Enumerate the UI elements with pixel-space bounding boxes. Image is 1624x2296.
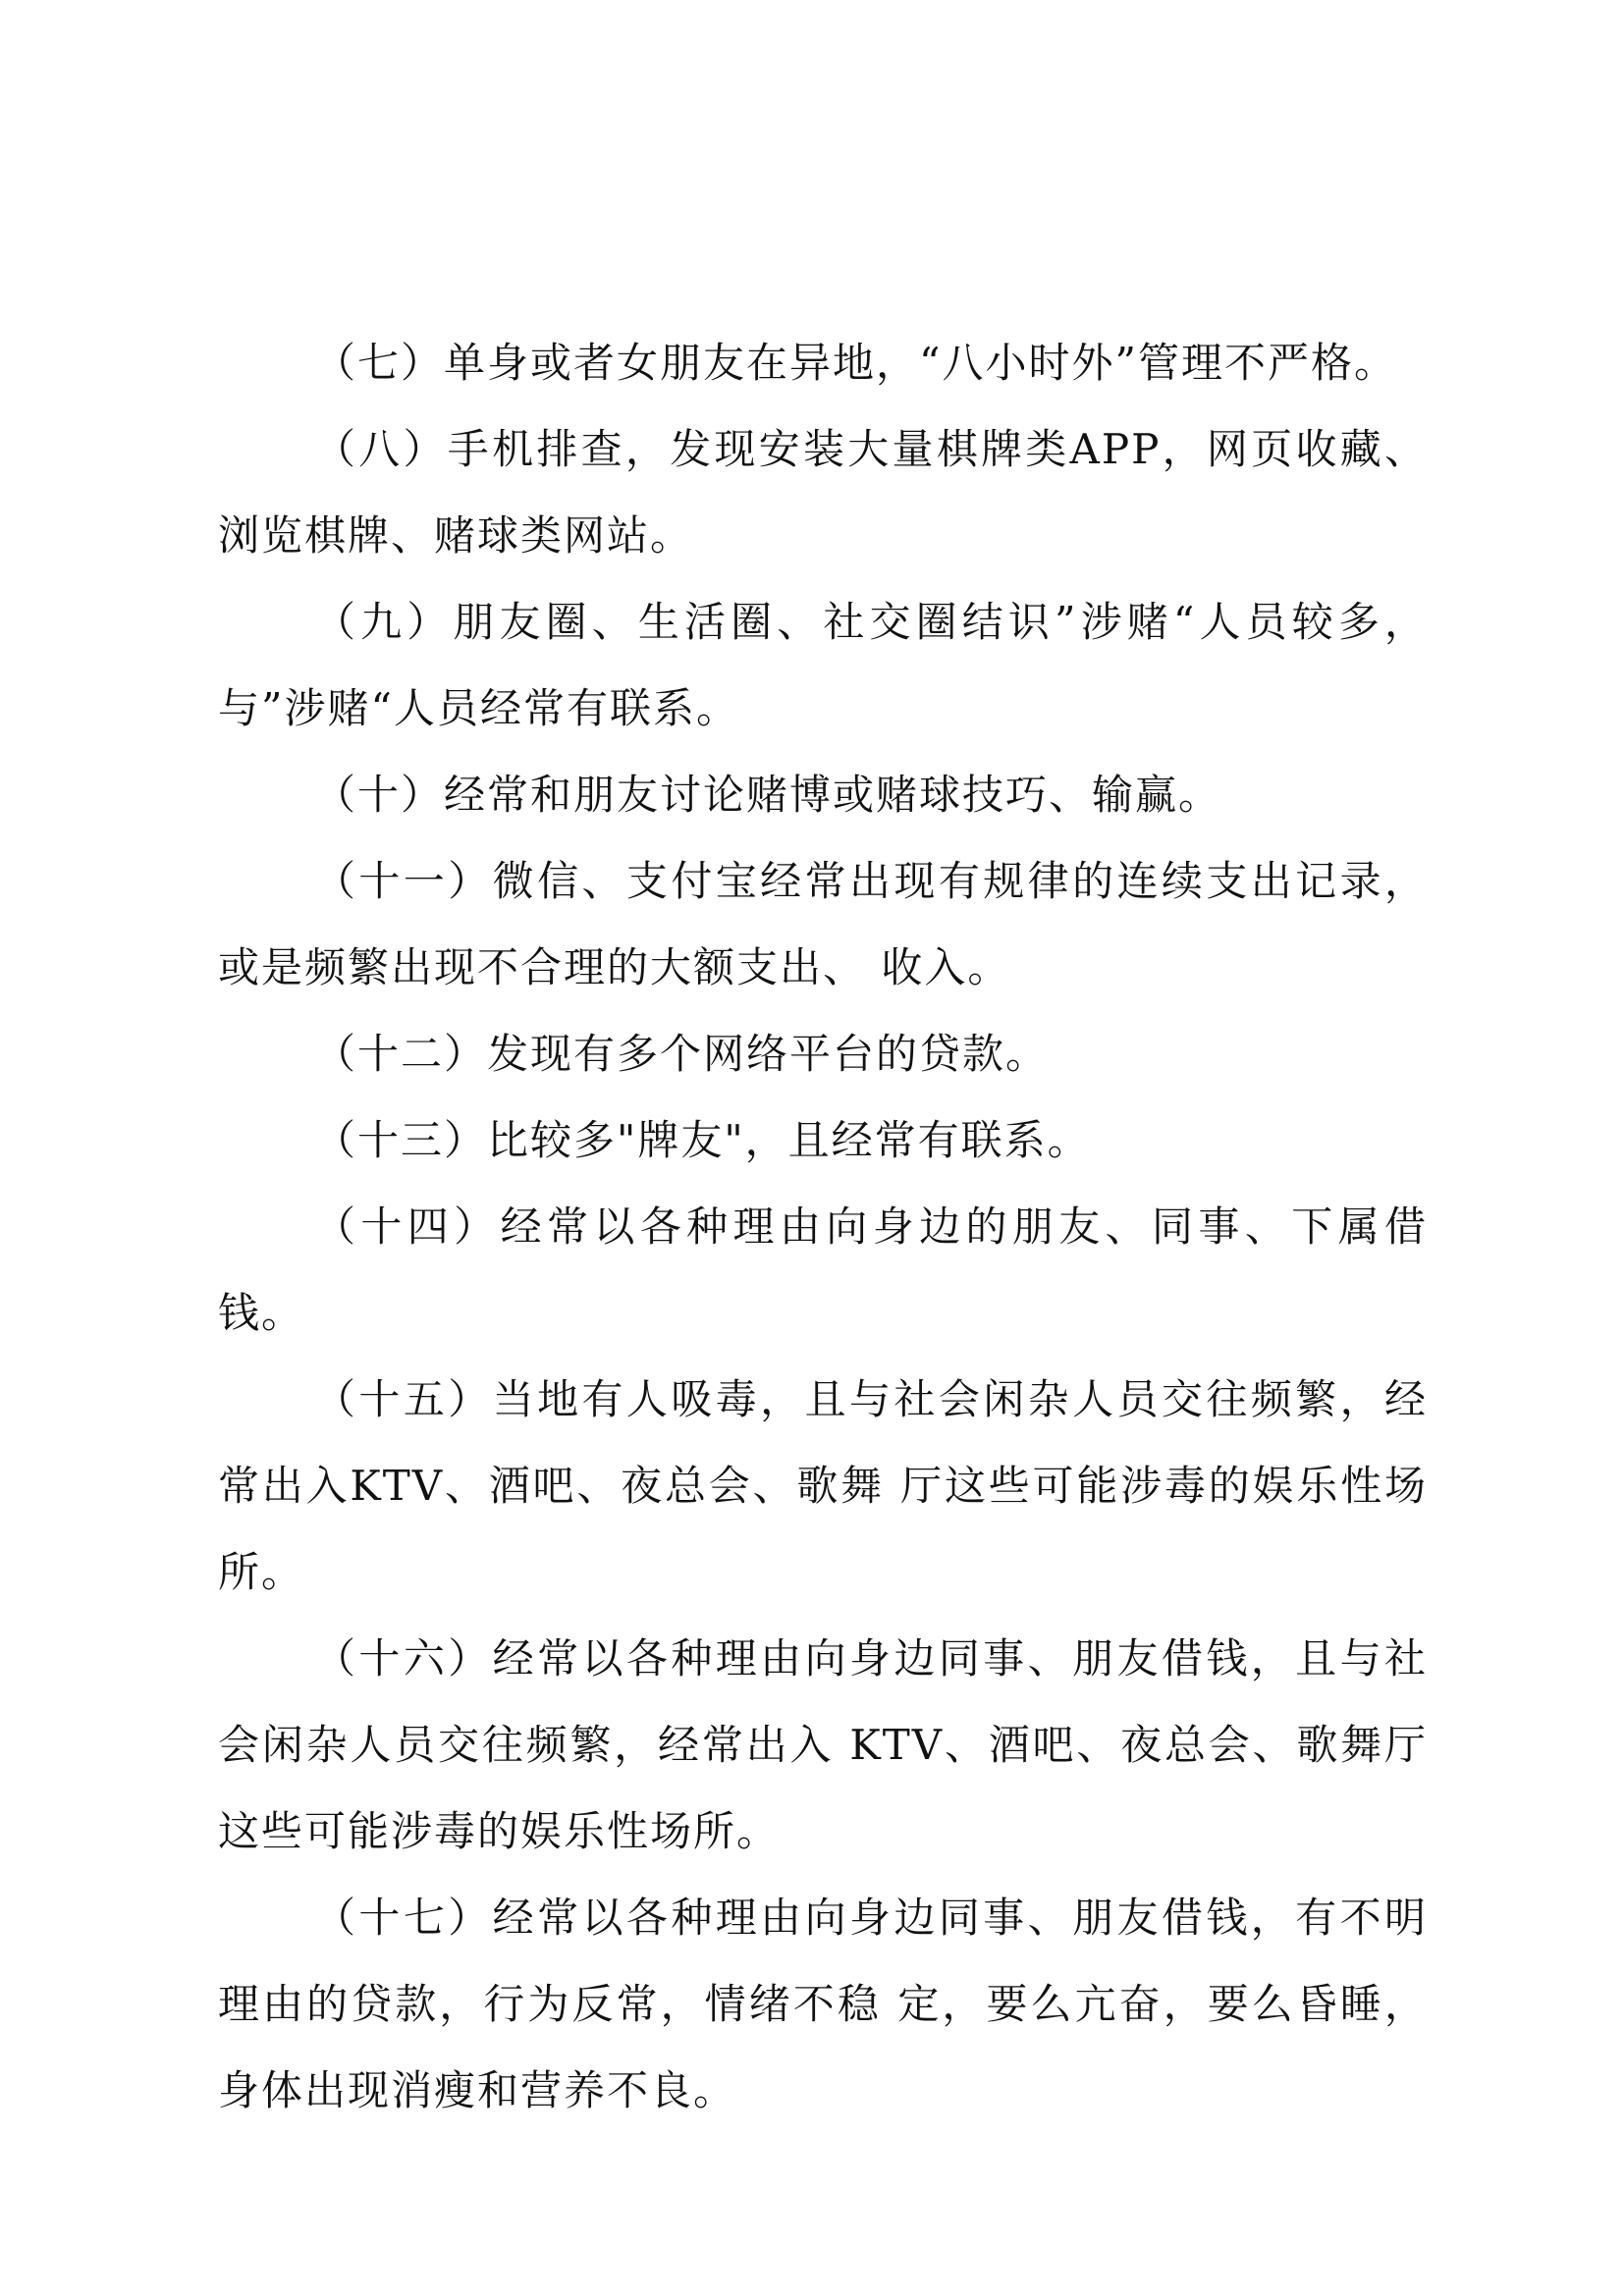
paragraph-10: （十）经常和朋友讨论赌博或赌球技巧、输赢。	[314, 771, 1222, 819]
paragraph-7: （七）单身或者女朋友在异地，“八小时外”管理不严格。	[314, 339, 1397, 387]
paragraph-12: （十二）发现有多个网络平台的贷款。	[314, 1030, 1050, 1078]
paragraph-11: （十一）微信、支付宝经常出现有规律的连续支出记录，或是频繁出现不合理的大额支出、 收入。	[218, 857, 1428, 991]
document-body	[218, 320, 1428, 2134]
paragraph-14: （十四）经常以各种理由向身边的朋友、同事、下属借钱。	[218, 1202, 1428, 1337]
paragraph-13: （十三）比较多"牌友"，且经常有联系。	[314, 1116, 1091, 1164]
paragraph-16: （十六）经常以各种理由向身边同事、朋友借钱，且与社会闲杂人员交往频繁，经常出入 KTV、酒吧、夜总会、歌舞厅这些可能涉毒的娱乐性场所。	[218, 1634, 1428, 1855]
paragraph-8: （八）手机排查，发现安装大量棋牌类APP，网页收藏、浏览棋牌、赌球类网站。	[218, 425, 1428, 560]
paragraph-17: （十七）经常以各种理由向身边同事、朋友借钱，有不明理由的贷款，行为反常，情绪不稳 定，要么亢奋，要么昏睡，身体出现消瘦和营养不良。	[218, 1894, 1428, 2114]
paragraph-15: （十五）当地有人吸毒，且与社会闲杂人员交往频繁，经常出入KTV、酒吧、夜总会、歌舞 厅这些可能涉毒的娱乐性场所。	[218, 1375, 1428, 1596]
paragraph-9: （九）朋友圈、生活圈、社交圈结识”涉赌“人员较多，与”涉赌“人员经常有联系。	[218, 598, 1428, 732]
